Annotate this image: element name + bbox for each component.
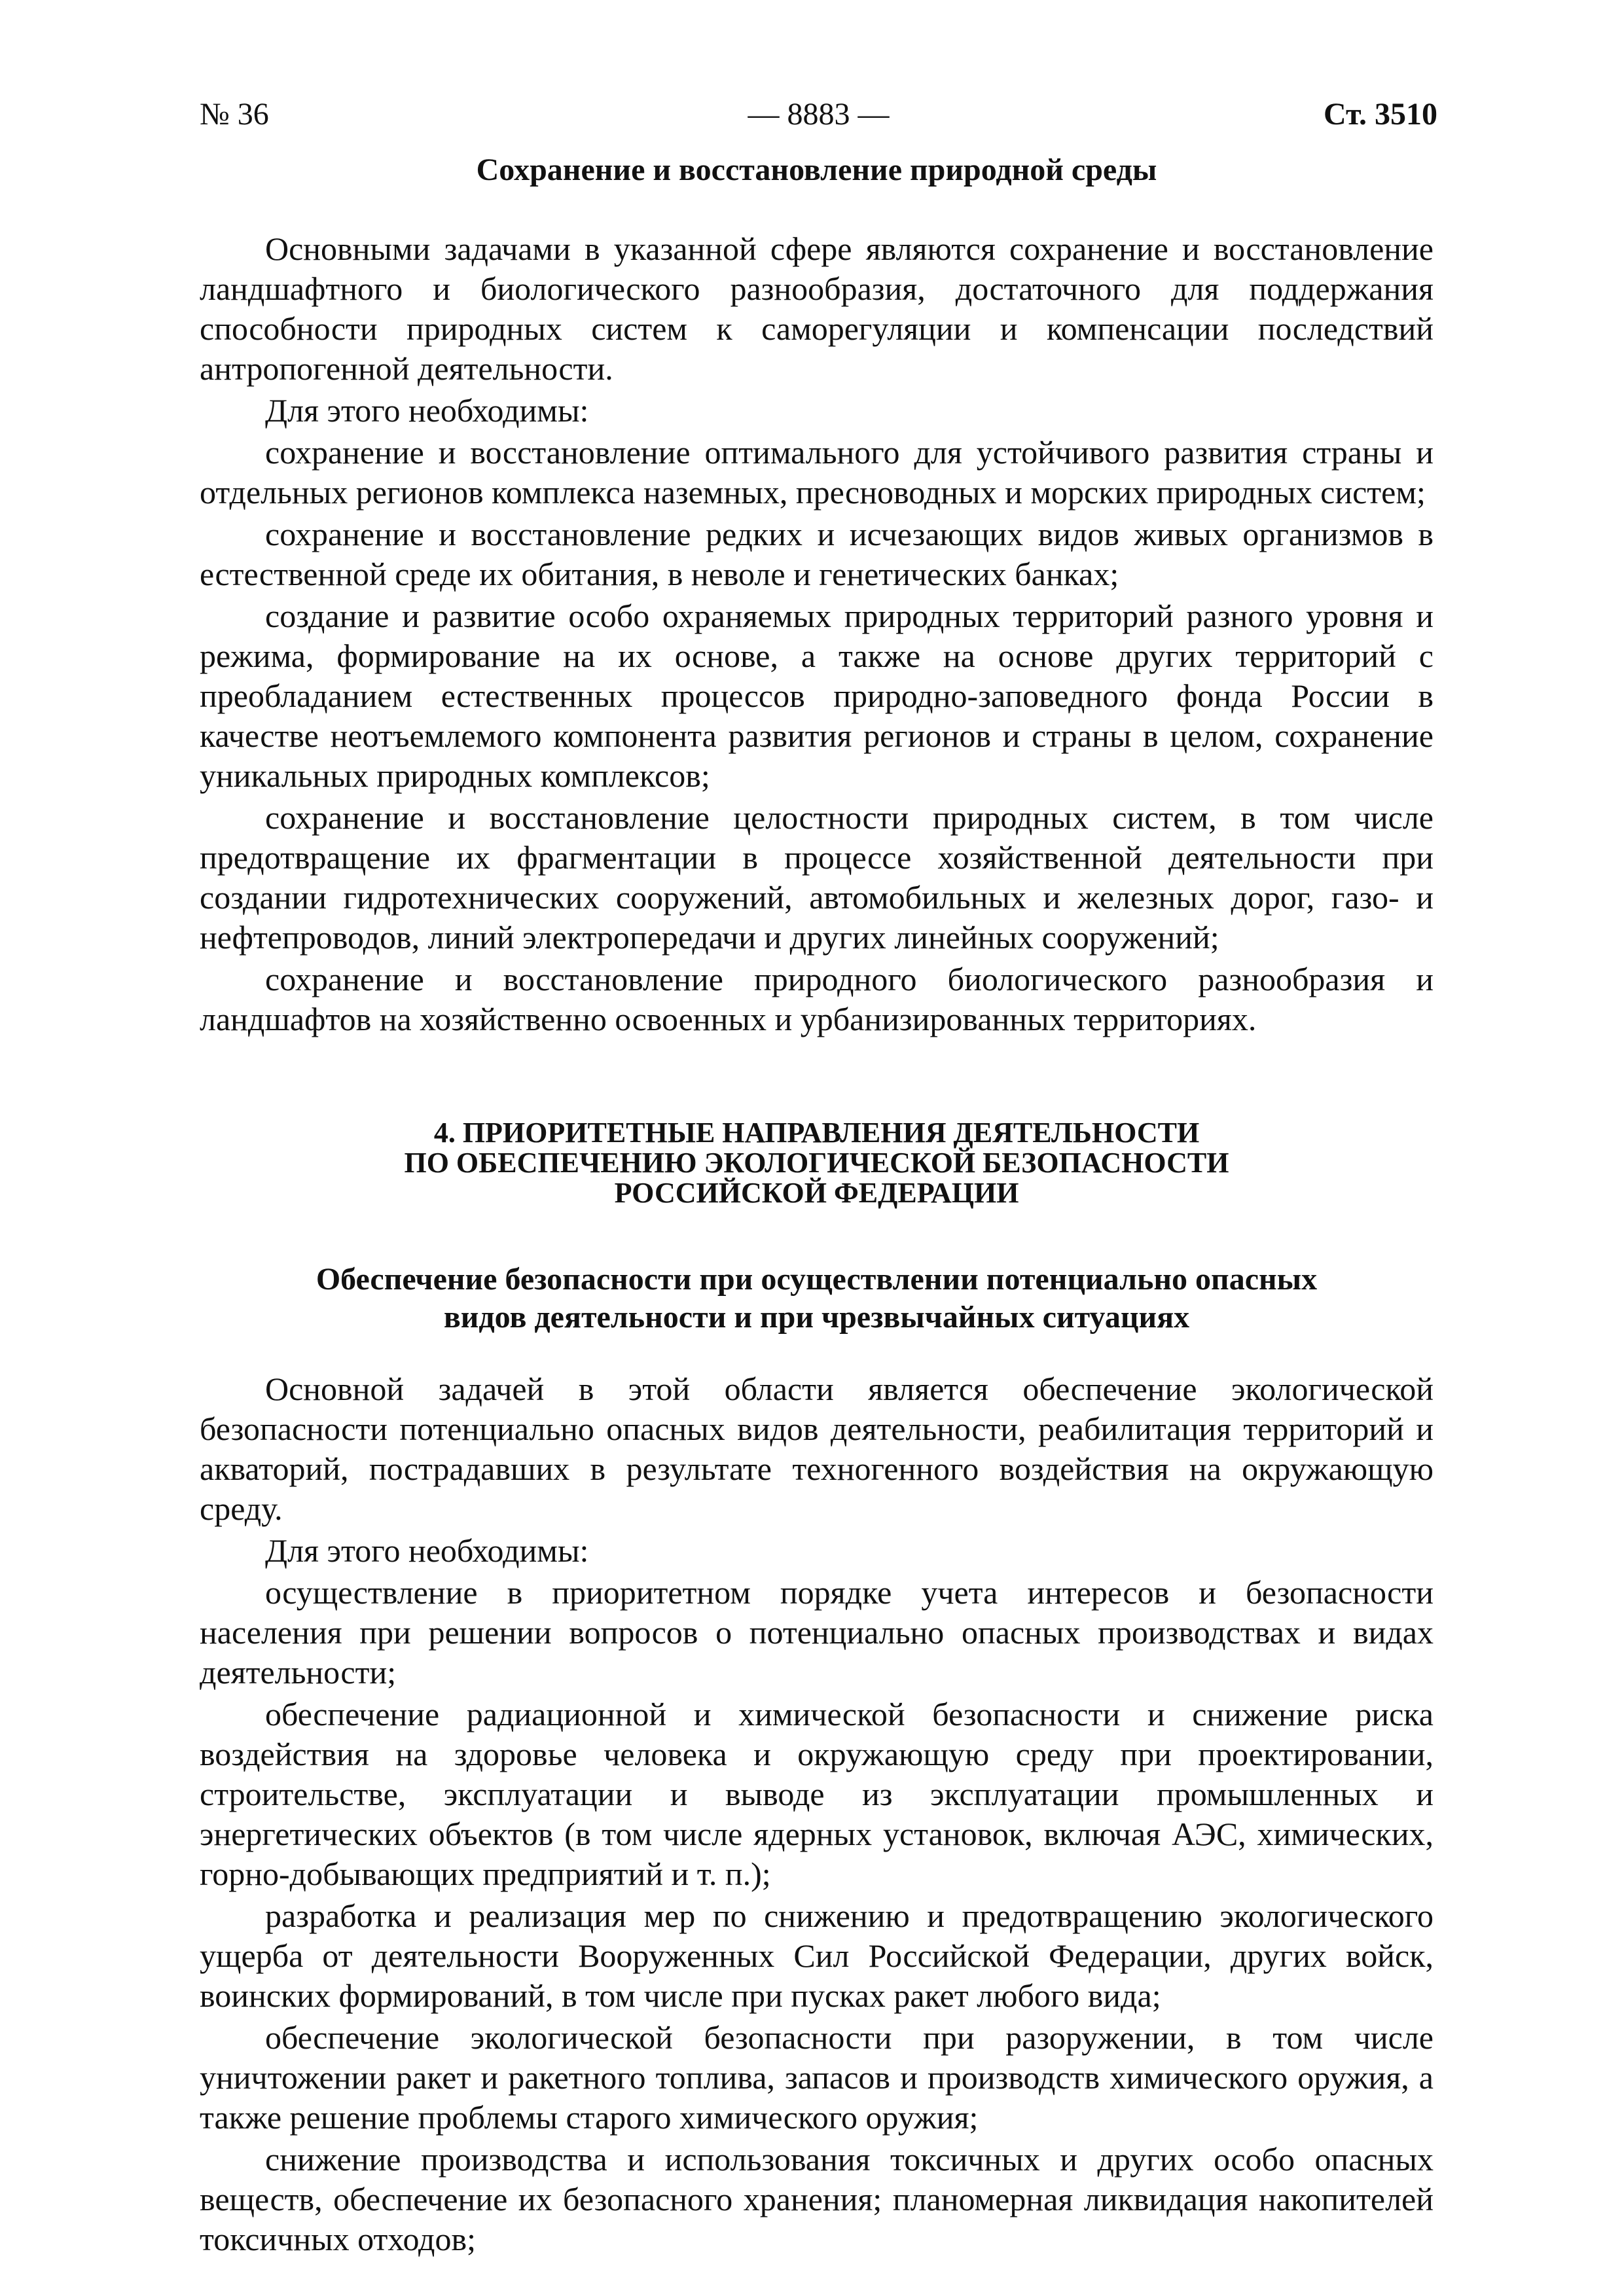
page-header xyxy=(200,92,1437,137)
chapter-title-line: ПО ОБЕСПЕЧЕНИЮ ЭКОЛОГИЧЕСКОЙ БЕЗОПАСНОСТИ xyxy=(404,1147,1229,1179)
paragraph: Основной задачей в этой области является обеспечение экологической безопасности потенциально опасных видов деятельности, реабилитация территорий и акваторий, пострадавших в результате техногенного воздействия на окружающую среду. xyxy=(200,1371,1434,1527)
paragraph: сохранение и восстановление оптимального для устойчивого развития страны и отдельных регионов комплекса наземных, пресноводных и морских природных систем; xyxy=(200,434,1434,511)
subsection-title-line: Обеспечение безопасности при осуществлении потенциально опасных xyxy=(316,1262,1318,1297)
section-title: Сохранение и восстановление природной среды xyxy=(476,152,1157,187)
paragraph: создание и развитие особо охраняемых природных территорий разного уровня и режима, формирование на их основе, а также на основе других территорий с преобладанием естественных процессов природно-заповедного фонда России в качестве неотъемлемого компонента развития регионов и страны в целом, сохранение уникальных природных комплексов; xyxy=(200,598,1434,794)
subsection-title-line: видов деятельности и при чрезвычайных ситуациях xyxy=(443,1300,1190,1335)
page-content xyxy=(200,151,1434,2261)
issue-number: № 36 xyxy=(200,97,269,132)
paragraph: сохранение и восстановление целостности природных систем, в том числе предотвращение их фрагментации в процессе хозяйственной деятельности при создании гидротехнических сооружений, автомобильных и железных дорог, газо- и нефтепроводов, линий электропередачи и других линейных сооружений; xyxy=(200,799,1434,956)
paragraph: обеспечение экологической безопасности при разоружении, в том числе уничтожении ракет и ракетного топлива, запасов и производств химического оружия, а также решение проблемы старого химического оружия; xyxy=(200,2019,1434,2136)
page-number: — 8883 — xyxy=(748,97,890,132)
paragraph: Основными задачами в указанной сфере являются сохранение и восстановление ландшафтного и биологического разнообразия, достаточного для поддержания способности природных систем к саморегуляции и компенсации последствий антропогенной деятельности. xyxy=(200,230,1434,387)
chapter-title xyxy=(200,1118,1434,1208)
paragraph: разработка и реализация мер по снижению и предотвращению экологического ущерба от деятельности Вооруженных Сил Российской Федерации, других войск, воинских формирований, в том числе при пусках ракет любого вида; xyxy=(200,1897,1434,2014)
article-number: Ст. 3510 xyxy=(1324,97,1437,132)
chapter-title-line: РОССИЙСКОЙ ФЕДЕРАЦИИ xyxy=(614,1177,1019,1209)
chapter-title-line: 4. ПРИОРИТЕТНЫЕ НАПРАВЛЕНИЯ ДЕЯТЕЛЬНОСТИ xyxy=(433,1117,1200,1149)
paragraph: снижение производства и использования токсичных и других особо опасных веществ, обеспечение их безопасного хранения; планомерная ликвидация накопителей токсичных отходов; xyxy=(200,2141,1434,2257)
subsection-title xyxy=(200,1261,1434,1336)
paragraph: обеспечение радиационной и химической безопасности и снижение риска воздействия на здоровье человека и окружающую среду при проектировании, строительстве, эксплуатации и выводе из эксплуатации промышленных и энергетических объектов (в том числе ядерных установок, включая АЭС, химических, горно-добывающих предприятий и т. п.); xyxy=(200,1696,1434,1892)
paragraph: Для этого необходимы: xyxy=(265,1532,589,1569)
subsection-body xyxy=(200,1369,1434,2259)
section-body xyxy=(200,229,1434,1039)
paragraph: Для этого необходимы: xyxy=(265,392,589,429)
paragraph: сохранение и восстановление природного биологического разнообразия и ландшафтов на хозяйственно освоенных и урбанизированных территориях. xyxy=(200,961,1434,1037)
paragraph: осуществление в приоритетном порядке учета интересов и безопасности населения при решении вопросов о потенциально опасных производствах и видах деятельности; xyxy=(200,1574,1434,1691)
paragraph: сохранение и восстановление редких и исчезающих видов живых организмов в естественной среде их обитания, в неволе и генетических банках; xyxy=(200,516,1434,592)
